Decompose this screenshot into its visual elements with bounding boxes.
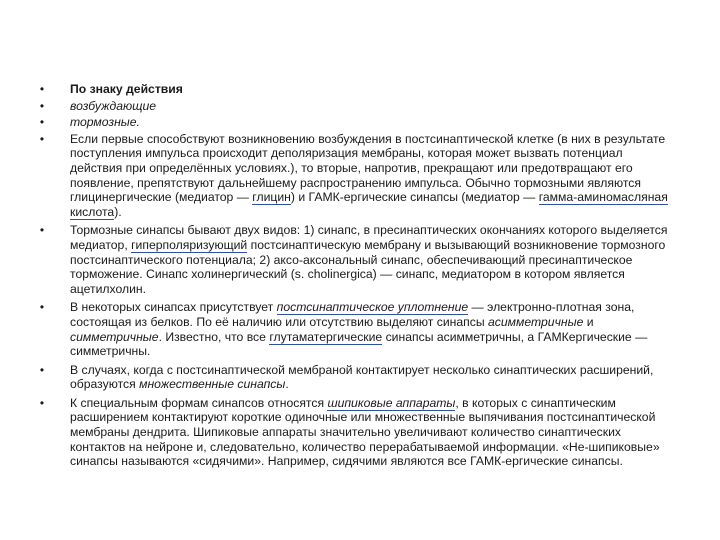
item-text: , в которых с синаптическим расширением контактируют короткие одиночные или множественные выпячивания постсинаптической мембраны дендрита. Шипиковые аппараты значительно увеличивают количество синаптических контактов на нейроне и, следовательно, количество перерабатываемой информации. «Не-шипиковые» синапсы называются «сидячими». Например, сидячими являются все ГАМК-ергические синапсы. <box>70 395 660 469</box>
item-text: — электронно-плотная зона, состоящая из белков. По её наличию или отсутствию выделяют синапсы <box>70 300 635 329</box>
link-glutamatergic[interactable]: глутаматергические <box>269 329 383 344</box>
bullet-icon: • <box>39 362 45 377</box>
item-text: возбуждающие <box>70 98 157 113</box>
item-text: Если первые способствуют возникновению возбуждения в постсинаптической клетке (в них в результате поступления импульса происходит деполяризация мембраны, которая может вызвать потенциал действия при определённых условиях.), то вторые, напротив, прекращают или предотвращают его появление, препятствуют дальнейшему распространению импульса. Обычно тормозными являются глицинергические (медиатор — <box>70 131 666 205</box>
bullet-icon: • <box>39 98 45 113</box>
list-item <box>38 132 670 220</box>
list-item <box>38 115 670 130</box>
bullet-icon: • <box>39 395 45 410</box>
bullet-icon: • <box>39 300 45 315</box>
item-text-italic: множественные синапсы <box>139 377 286 392</box>
bullet-icon: • <box>39 82 45 96</box>
item-text: тормозные. <box>70 115 140 130</box>
section-heading: По знаку действия <box>70 82 183 96</box>
item-text: постсинаптическую мембрану и вызывающий возникновение тормозного постсинаптического потенциала; 2) аксо-аксональный синапс, обеспечивающий пресинаптическое торможение. Синапс холинергический (s. cholinergica) — синапс, медиатором в котором является ацетилхолин. <box>70 237 666 296</box>
item-text: К специальным формам синапсов относятся <box>70 395 328 410</box>
item-text: и <box>583 314 594 329</box>
list-item <box>38 99 670 114</box>
bullet-icon: • <box>39 223 45 238</box>
bullet-icon: • <box>39 115 45 130</box>
link-spine-apparatus[interactable]: шипиковые аппараты <box>327 395 456 410</box>
item-text: ). <box>114 204 122 219</box>
list-item <box>38 82 670 97</box>
list-item <box>38 223 670 296</box>
item-text: Тормозные синапсы бывают двух видов: 1) синапс, в пресинаптических окончаниях которого выделяется медиатор, <box>70 223 668 252</box>
link-hyperpolarizing[interactable]: гиперполяризующий <box>131 237 248 252</box>
item-text: . Известно, что все <box>158 329 270 344</box>
bullet-icon: • <box>39 131 45 146</box>
item-text: В некоторых синапсах присутствует <box>70 300 277 315</box>
bullet-list <box>38 82 670 473</box>
list-item <box>38 300 670 358</box>
link-gaba[interactable]: гамма-аминомасляная кислота <box>70 190 668 219</box>
link-glycine[interactable]: глицин <box>252 190 291 205</box>
link-postsynaptic-density[interactable]: постсинаптическое уплотнение <box>276 300 469 315</box>
item-text: синапсы асимметричны, а ГАМКергические — симметричны. <box>70 329 648 359</box>
list-item <box>38 396 670 469</box>
item-text-italic: асимметричные <box>488 314 584 329</box>
item-text-italic: симметричные <box>70 329 159 344</box>
item-text: ) и ГАМК-ергические синапсы (медиатор — <box>290 190 539 205</box>
item-text: . <box>285 377 289 392</box>
item-text: В случаях, когда с постсинаптической мембраной контактирует несколько синаптических расширений, образуются <box>70 362 654 392</box>
list-item <box>38 363 670 392</box>
